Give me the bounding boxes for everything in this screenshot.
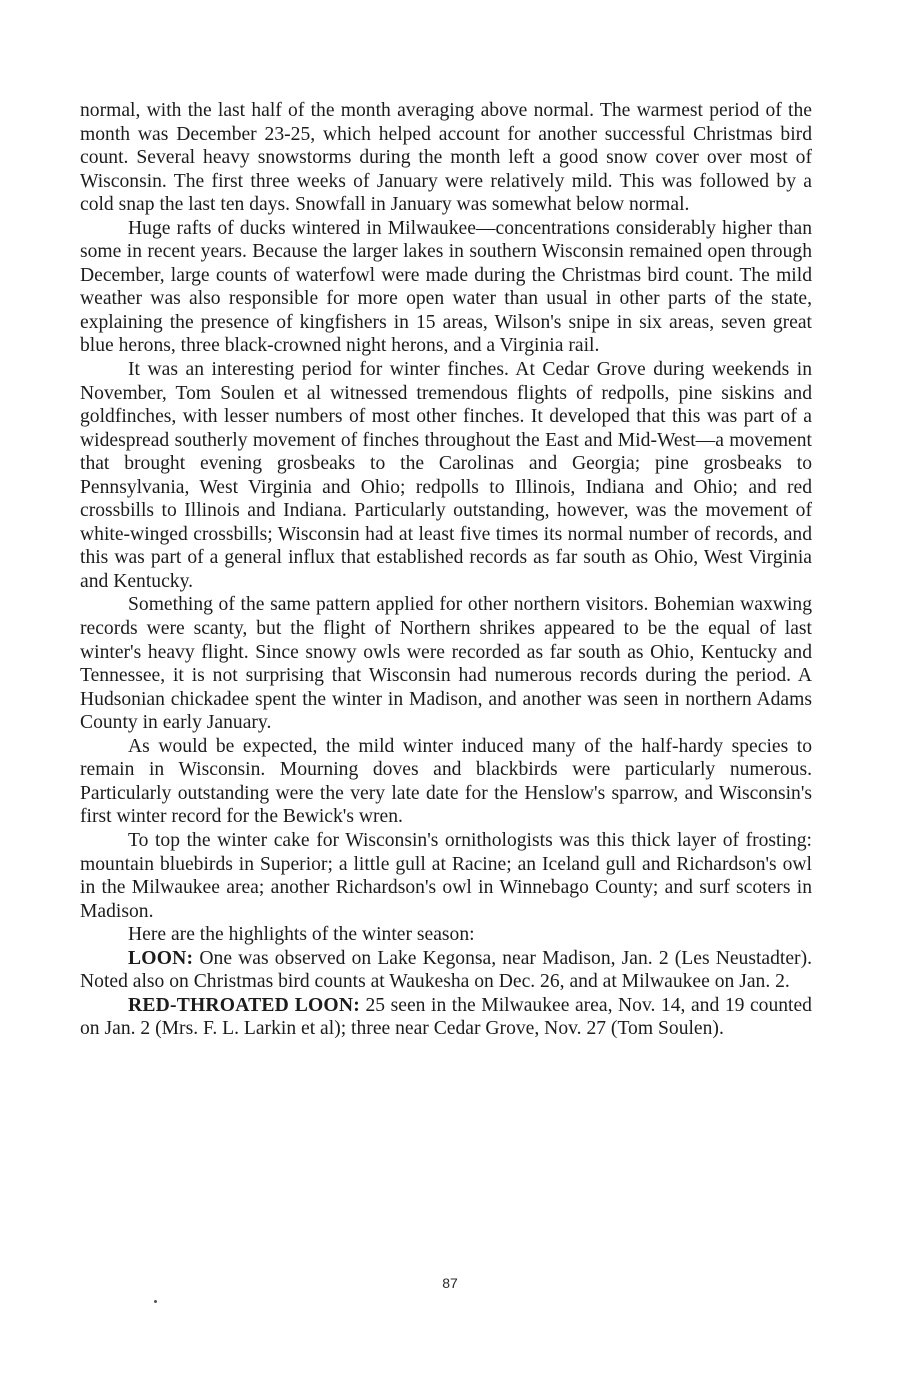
species-account: 25 seen in the Milwaukee area, Nov. 14, and 19 counted on Jan. 2 (Mrs. F. L. Larkin et al); three near Cedar Grove, Nov. 27 (Tom Soulen). — [80, 994, 812, 1040]
body-text — [80, 99, 812, 1041]
species-name: LOON: — [128, 947, 194, 969]
species-account: One was observed on Lake Kegonsa, near Madison, Jan. 2 (Les Neustadter). Noted also on Christmas bird counts at Waukesha on Dec. 26, and at Milwaukee on Jan. 2. — [80, 947, 812, 993]
paragraph-winter-finches: It was an interesting period for winter finches. At Cedar Grove during weekends in November, Tom Soulen et al witnessed tremendous flights of redpolls, pine siskins and goldfinches, with lesser numbers of most other finches. It developed that this was part of a widespread southerly movement of finches throughout the East and Mid-West—a movement that brought evening grosbeaks to the Carolinas and Georgia; pine grosbeaks to Pennsylvania, West Virginia and Ohio; redpolls to Illinois, Indiana and Ohio; and red crossbills to Illinois and Indiana. Particularly outstanding, however, was the movement of white-winged crossbills; Wisconsin had at least five times its normal number of records, and this was part of a general influx that established records as far south as Ohio, West Virginia and Kentucky. — [80, 359, 812, 592]
paragraph-northern-visitors: Something of the same pattern applied for other northern visitors. Bohemian waxwing records were scanty, but the flight of Northern shrikes appeared to be the equal of last winter's heavy flight. Since snowy owls were recorded as far south as Ohio, Kentucky and Tennessee, it is not surprising that Wisconsin had numerous records during the period. A Hudsonian chickadee spent the winter in Madison, and another was seen in northern Adams County in early January. — [80, 594, 812, 734]
paragraph-half-hardy-species: As would be expected, the mild winter induced many of the half-hardy species to remain in Wisconsin. Mourning doves and blackbirds were particularly numerous. Particularly outstanding were the very late date for the Henslow's sparrow, and Wisconsin's first winter record for the Bewick's wren. — [80, 735, 812, 828]
species-entry-loon — [80, 947, 812, 994]
species-entry-red-throated-loon — [80, 994, 812, 1041]
paragraph-rarities: To top the winter cake for Wisconsin's ornithologists was this thick layer of frosting: mountain bluebirds in Superior; a little gull at Racine; an Iceland gull and Richardson's owl in the Milwaukee area; another Richardson's owl in Winnebago County; and surf scoters in Madison. — [80, 829, 812, 922]
paragraph-weather-continued: normal, with the last half of the month averaging above normal. The warmest period of the month was December 23-25, which helped account for another successful Christmas bird count. Several heavy snowstorms during the month left a good snow cover over most of Wisconsin. The first three weeks of January were relatively mild. This was followed by a cold snap the last ten days. Snowfall in January was somewhat below normal. — [80, 100, 812, 216]
scan-speck — [154, 1300, 157, 1303]
paragraph-highlights-intro: Here are the highlights of the winter season: — [128, 924, 475, 946]
species-name: RED-THROATED LOON: — [128, 994, 360, 1016]
page-number: 87 — [442, 1275, 458, 1291]
paragraph-ducks: Huge rafts of ducks wintered in Milwaukee—concentrations considerably higher than some in recent years. Because the larger lakes in southern Wisconsin remained open through December, large counts of waterfowl were made during the Christmas bird count. The mild weather was also responsible for more open water than usual in other parts of the state, explaining the presence of kingfishers in 15 areas, Wilson's snipe in six areas, seven great blue herons, three black-crowned night herons, and a Virginia rail. — [80, 217, 812, 357]
